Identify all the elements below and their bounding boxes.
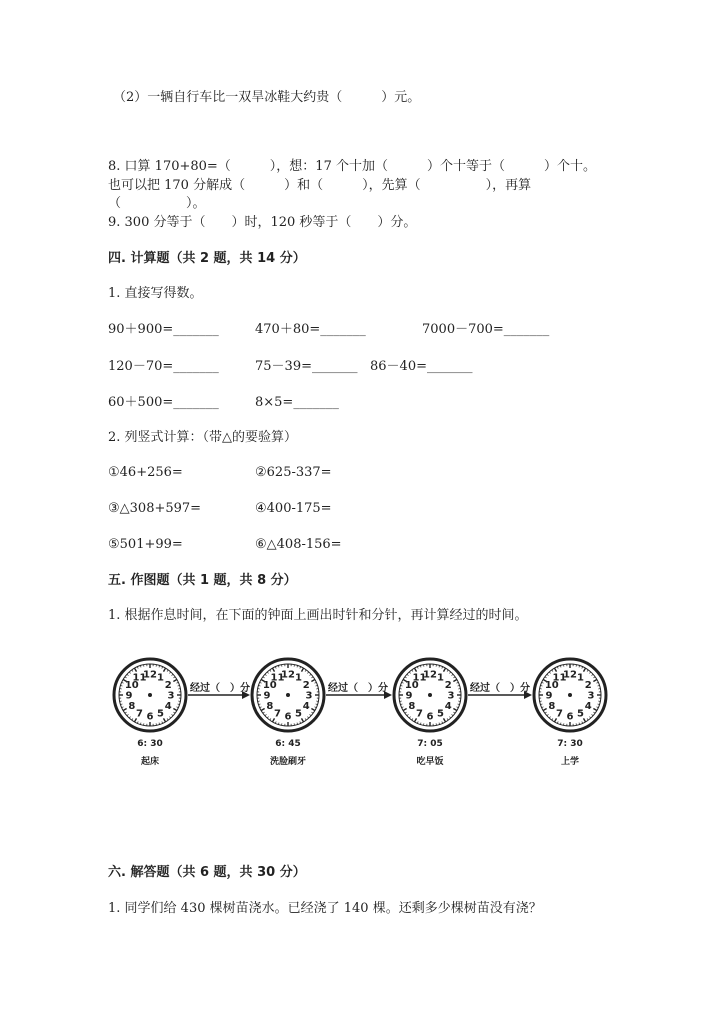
elapsed-minutes-label: 经过（ ）分: [470, 683, 530, 694]
clock-tick: [265, 674, 266, 675]
clock-number: 12: [423, 669, 437, 681]
clock-tick: [593, 712, 595, 713]
clock-number: 5: [437, 708, 444, 720]
clock-number: 3: [305, 690, 313, 702]
clock-tick: [405, 712, 407, 713]
clock-tick: [129, 717, 130, 718]
clock-number: 4: [444, 701, 452, 712]
clock-number: 6: [284, 711, 292, 723]
clock-number: 3: [167, 690, 175, 702]
clock-number: 4: [164, 701, 172, 712]
clock-tick: [409, 717, 410, 718]
clock-number: 9: [545, 690, 553, 702]
clock-tick: [173, 680, 176, 682]
clock-tick: [135, 668, 137, 671]
calc-item: 60＋500=_______: [108, 395, 219, 410]
clock-activity-label: 上学: [560, 757, 579, 767]
clock-tick: [311, 712, 313, 713]
clock-tick: [270, 670, 271, 672]
clock-number: 8: [408, 701, 416, 712]
clock-center-dot: [148, 693, 152, 697]
clock-tick: [176, 707, 178, 708]
clock-tick: [596, 707, 598, 708]
clock-number: 9: [125, 690, 133, 702]
clock-tick: [592, 674, 593, 675]
vertical-calc-item: ③△308+597=: [108, 501, 202, 516]
clock-tick: [552, 670, 553, 672]
clock-number: 8: [548, 701, 556, 712]
elapsed-minutes-label: 经过（ ）分: [190, 683, 250, 694]
clock-tick: [307, 717, 308, 718]
clock-tick: [267, 717, 268, 718]
clock-tick: [593, 680, 596, 682]
clock-tick: [127, 674, 128, 675]
clock-tick: [270, 718, 271, 720]
calc-item: 90＋900=_______: [108, 322, 219, 337]
clock-tick: [173, 677, 175, 678]
clock-tick: [275, 721, 276, 723]
clock-number: 1: [437, 672, 444, 684]
clock-tick: [547, 714, 548, 715]
clock-tick: [314, 707, 316, 708]
clock-tick: [453, 709, 456, 711]
clock-tick: [417, 667, 418, 669]
clock-number: 7: [274, 708, 281, 720]
calc-item: 86－40=_______: [370, 359, 473, 374]
clock-tick: [582, 721, 583, 723]
clock-time-label: 7: 30: [557, 739, 583, 749]
clock-tick: [456, 707, 458, 708]
clock-tick: [173, 712, 175, 713]
section-6-title: 六. 解答题（共 6 题，共 30 分）: [108, 865, 306, 880]
clock-faces-svg: [110, 655, 610, 735]
clock-number: 12: [563, 669, 577, 681]
question-7-part-2: （2）一辆自行车比一双旱冰鞋大约贵（ ）元。: [113, 90, 421, 105]
clock-tick: [555, 668, 557, 671]
clock-time-label: 6: 30: [137, 739, 163, 749]
clock-tick: [300, 721, 301, 723]
section-5-title: 五. 作图题（共 1 题，共 8 分）: [108, 573, 297, 588]
clock-number: 7: [136, 708, 143, 720]
clock-number: 8: [128, 701, 136, 712]
clock-number: 11: [412, 672, 427, 684]
clock-tick: [552, 718, 553, 720]
clock-tick: [549, 672, 550, 673]
clock-tick: [442, 721, 443, 723]
clock-tick: [265, 714, 266, 715]
clock-tick: [592, 714, 593, 715]
clock-number: 9: [263, 690, 271, 702]
clock-activity-label: 起床: [140, 757, 159, 767]
section-6-q1: 1. 同学们给 430 棵树苗浇水。已经浇了 140 棵。还剩多少棵树苗没有浇？: [108, 901, 542, 916]
clock-tick: [132, 718, 133, 720]
clock-number: 10: [262, 680, 277, 691]
clock-time-label: 6: 45: [275, 739, 301, 749]
clock-number: 2: [584, 680, 592, 691]
clock-tick: [453, 712, 455, 713]
clock-time-label: 7: 05: [417, 739, 443, 749]
elapsed-minutes-label: 经过（ ）分: [328, 683, 388, 694]
clock-tick: [311, 680, 314, 682]
section-4-q2-title: 2. 列竖式计算：（带△的要验算）: [108, 430, 298, 445]
clock-tick: [172, 674, 173, 675]
clock-tick: [596, 682, 598, 683]
clock-tick: [275, 667, 276, 669]
clock-tick: [307, 672, 308, 673]
clock-number: 5: [295, 708, 302, 720]
clock-number: 10: [404, 680, 419, 691]
clock-tick: [456, 682, 458, 683]
clock-tick: [162, 667, 163, 669]
vertical-calc-item: ④400-175=: [255, 501, 332, 516]
clock-number: 11: [132, 672, 147, 684]
clock-tick: [172, 714, 173, 715]
question-9: 9. 300 分等于（ ）时，120 秒等于（ ）分。: [108, 215, 417, 230]
clock-tick: [545, 677, 547, 678]
clock-tick: [260, 682, 262, 683]
clock-tick: [549, 717, 550, 718]
clock-number: 1: [577, 672, 584, 684]
clock-tick: [164, 668, 166, 671]
clock-tick: [310, 674, 311, 675]
clock-tick: [449, 717, 450, 718]
clock-tick: [129, 672, 130, 673]
clock-number: 3: [447, 690, 455, 702]
clock-number: 6: [426, 711, 434, 723]
clock-tick: [442, 667, 443, 669]
clock-number: 4: [302, 701, 310, 712]
clock-tick: [263, 677, 265, 678]
clock-tick: [125, 712, 127, 713]
clock-number: 2: [444, 680, 452, 691]
clock-tick: [447, 670, 448, 672]
section-4-title: 四. 计算题（共 2 题，共 14 分）: [108, 251, 306, 266]
clock-tick: [543, 709, 546, 711]
clock-tick: [402, 707, 404, 708]
clock-tick: [412, 718, 413, 720]
clock-center-dot: [568, 693, 572, 697]
clock-tick: [557, 667, 558, 669]
clock-tick: [417, 721, 418, 723]
clock-tick: [582, 667, 583, 669]
clock-tick: [449, 672, 450, 673]
calc-item: 120－70=_______: [108, 359, 219, 374]
clock-tick: [310, 714, 311, 715]
clock-number: 10: [124, 680, 139, 691]
clock-number: 1: [295, 672, 302, 684]
clock-tick: [169, 717, 170, 718]
clock-tick: [409, 672, 410, 673]
clock-tick: [311, 677, 313, 678]
calc-item: 7000－700=_______: [422, 322, 550, 337]
section-5-q1: 1. 根据作息时间，在下面的钟面上画出时针和分针，再计算经过的时间。: [108, 608, 528, 623]
clock-number: 7: [416, 708, 423, 720]
clock-tick: [593, 677, 595, 678]
clock-number: 9: [405, 690, 413, 702]
vertical-calc-item: ⑤501+99=: [108, 537, 183, 552]
clock-tick: [305, 670, 306, 672]
section-4-q1-title: 1. 直接写得数。: [108, 286, 203, 301]
clock-number: 4: [584, 701, 592, 712]
clock-tick: [167, 670, 168, 672]
clock-number: 8: [266, 701, 274, 712]
clock-tick: [273, 668, 275, 671]
clock-tick: [127, 714, 128, 715]
clock-number: 6: [566, 711, 574, 723]
clock-number: 6: [146, 711, 154, 723]
clock-tick: [314, 682, 316, 683]
clock-tick: [557, 721, 558, 723]
clock-number: 7: [556, 708, 563, 720]
vertical-calc-item: ②625-337=: [255, 465, 332, 480]
clock-tick: [302, 668, 304, 671]
clock-tick: [122, 682, 124, 683]
clock-tick: [593, 709, 596, 711]
clock-tick: [261, 709, 264, 711]
clock-tick: [405, 677, 407, 678]
clock-tick: [267, 672, 268, 673]
clock-tick: [132, 670, 133, 672]
clock-number: 2: [164, 680, 172, 691]
clock-number: 2: [302, 680, 310, 691]
clock-tick: [589, 672, 590, 673]
clock-number: 3: [587, 690, 595, 702]
clock-tick: [542, 682, 544, 683]
clock-number: 10: [544, 680, 559, 691]
clock-number: 5: [157, 708, 164, 720]
question-8-line-2: 也可以把 170 分解成（ ）和（ ），先算（ ），再算: [108, 178, 532, 193]
clock-tick: [402, 682, 404, 683]
clock-activity-label: 洗脸刷牙: [269, 757, 306, 767]
calc-item: 8×5=_______: [255, 395, 339, 410]
clock-tick: [125, 677, 127, 678]
calc-item: 470＋80=_______: [255, 322, 366, 337]
clock-tick: [453, 677, 455, 678]
clock-tick: [547, 674, 548, 675]
clock-tick: [311, 709, 314, 711]
clock-center-dot: [428, 693, 432, 697]
clock-tick: [137, 667, 138, 669]
clock-number: 11: [270, 672, 285, 684]
clock-tick: [407, 714, 408, 715]
clock-tick: [263, 712, 265, 713]
clock-center-dot: [286, 693, 290, 697]
clock-tick: [444, 668, 446, 671]
clock-tick: [260, 707, 262, 708]
clock-tick: [173, 709, 176, 711]
clock-tick: [412, 670, 413, 672]
clock-number: 11: [552, 672, 567, 684]
clock-tick: [162, 721, 163, 723]
clock-tick: [300, 667, 301, 669]
clock-tick: [122, 707, 124, 708]
clock-activity-label: 吃早饭: [416, 757, 444, 767]
vertical-calc-item: ⑥△408-156=: [255, 537, 342, 552]
question-8-line-1: 8. 口算 170+80=（ ），想：17 个十加（ ）个十等于（ ）个十。: [108, 159, 596, 174]
clock-tick: [167, 718, 168, 720]
clock-tick: [447, 718, 448, 720]
clock-tick: [176, 682, 178, 683]
clock-number: 12: [281, 669, 295, 681]
clock-tick: [305, 718, 306, 720]
clock-tick: [452, 674, 453, 675]
clock-tick: [584, 668, 586, 671]
clock-number: 1: [157, 672, 164, 684]
calc-item: 75－39=_______: [255, 359, 358, 374]
question-8-line-3: （ ）。: [108, 196, 206, 211]
clock-tick: [407, 674, 408, 675]
clock-tick: [453, 680, 456, 682]
clock-number: 5: [577, 708, 584, 720]
clock-tick: [587, 670, 588, 672]
clock-tick: [452, 714, 453, 715]
clock-number: 12: [143, 669, 157, 681]
clock-tick: [542, 707, 544, 708]
clock-tick: [137, 721, 138, 723]
clock-tick: [403, 709, 406, 711]
clock-tick: [545, 712, 547, 713]
clock-tick: [123, 709, 126, 711]
clock-tick: [589, 717, 590, 718]
clock-schedule-figure: [110, 655, 610, 770]
clock-tick: [587, 718, 588, 720]
vertical-calc-item: ①46+256=: [108, 465, 183, 480]
clock-tick: [169, 672, 170, 673]
clock-tick: [415, 668, 417, 671]
